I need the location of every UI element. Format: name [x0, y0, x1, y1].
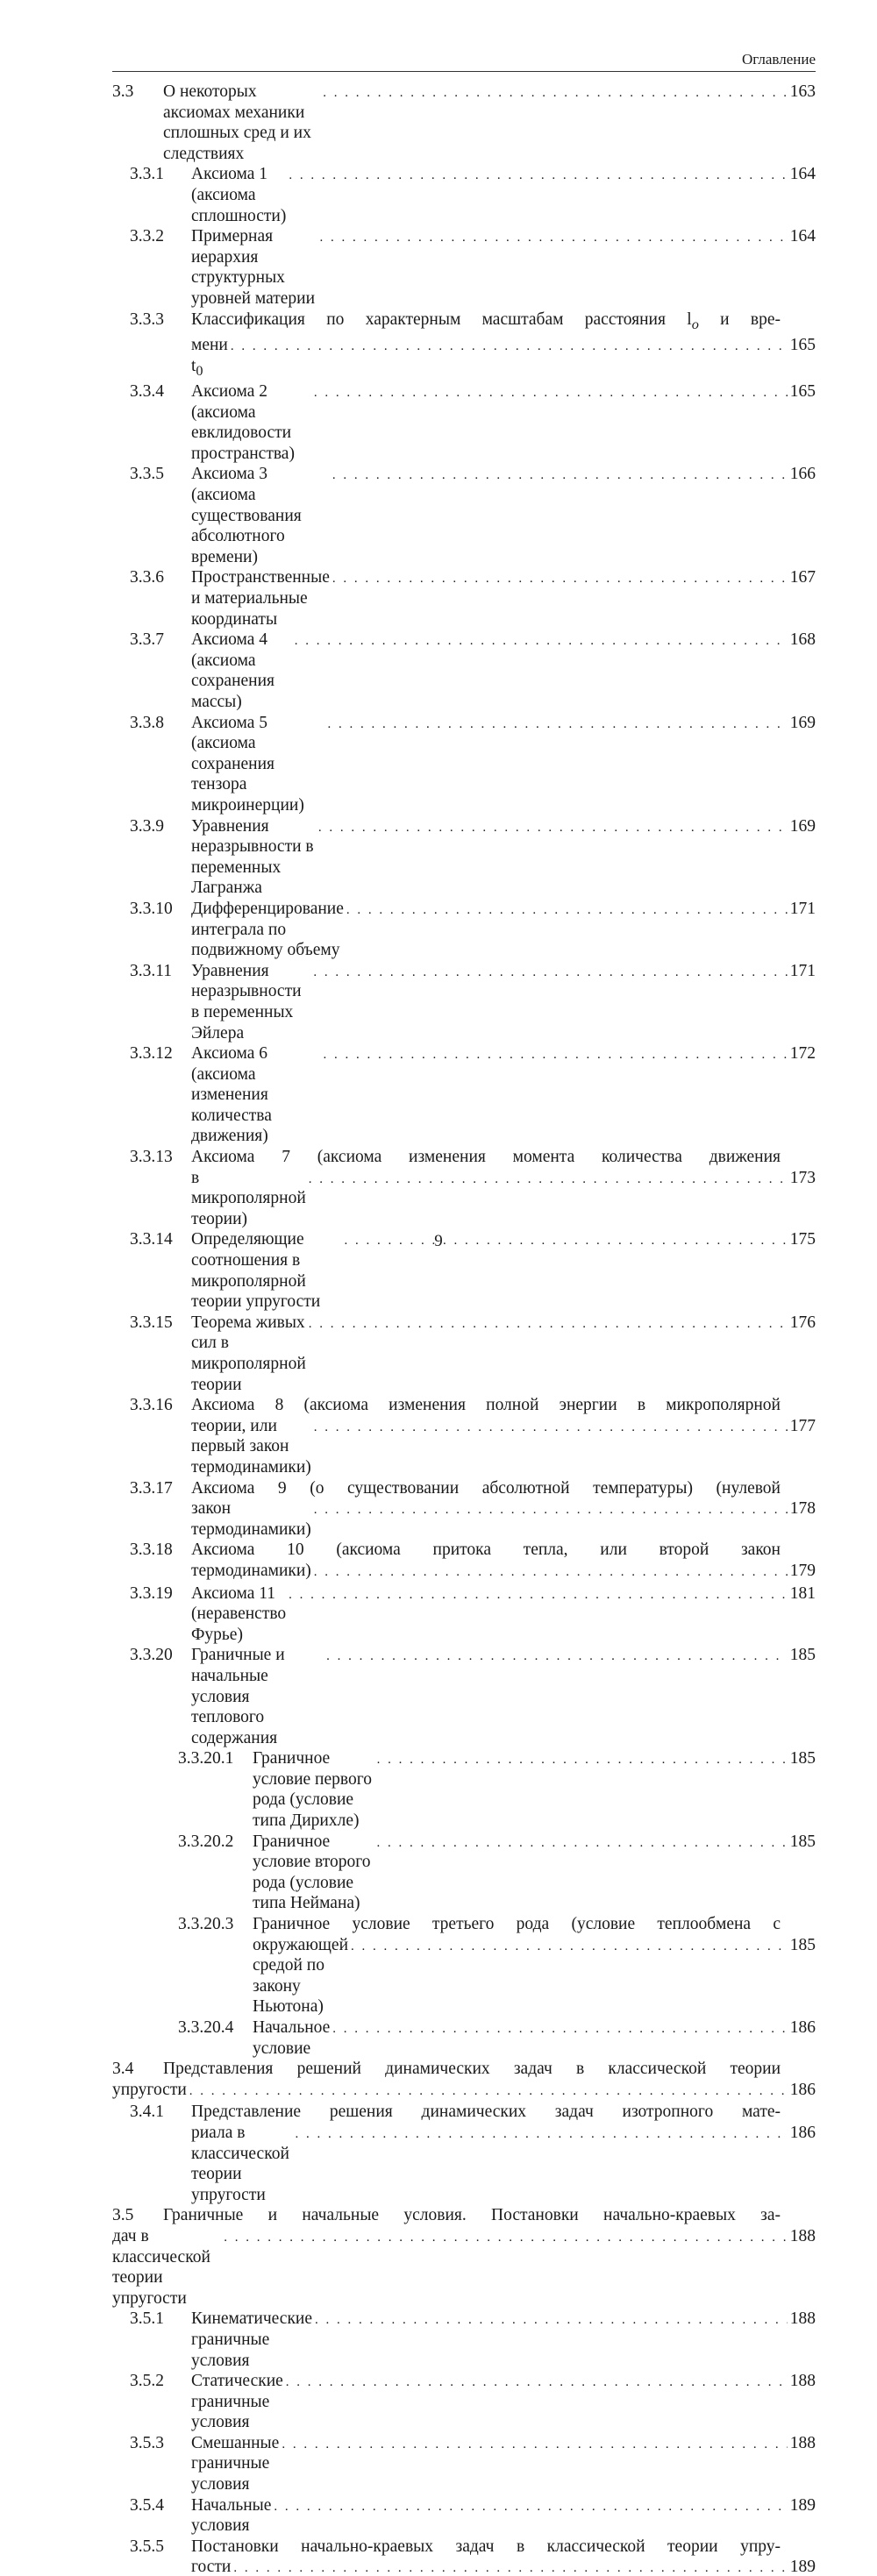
toc-entry-page: 188 [789, 2309, 816, 2329]
toc-entry-title: Аксиома 1 (аксиома сплошности) [191, 165, 287, 225]
toc-entry-line [130, 1645, 816, 1748]
toc-entry-page: 165 [789, 336, 816, 355]
toc-entry-page: 173 [789, 1168, 816, 1187]
toc-entry-title-tail: и вре- [698, 310, 781, 329]
toc-entry-line [130, 713, 816, 816]
toc-entry-title: Аксиома 11 (неравенство Фурье) [191, 1583, 287, 1644]
toc-entry-line [112, 2080, 816, 2103]
toc-entry-number: 3.5 [112, 2206, 134, 2225]
toc-entry-page: 178 [789, 1499, 816, 1519]
toc-entry-page: 186 [789, 2123, 816, 2142]
toc-entry-title: Статические граничные условия [191, 2372, 283, 2432]
toc-entry-page: 166 [789, 465, 816, 484]
toc-entry[interactable] [112, 1313, 816, 1395]
toc-entry[interactable] [112, 2059, 816, 2102]
toc-entry-line [112, 82, 816, 164]
toc-entry-page: 188 [789, 2433, 816, 2452]
toc-entry-title: Дифференцирование интеграла по подвижному объему [191, 899, 344, 960]
toc-entry[interactable] [112, 381, 816, 464]
toc-entry[interactable] [112, 1914, 816, 2017]
toc-entry-number: 3.3.2 [130, 227, 164, 246]
toc-entry-title: Граничное условие третьего рода (условие теплообмена с [253, 1915, 781, 1934]
toc-entry-number: 3.3.5 [130, 465, 164, 484]
toc-entry-page: 168 [789, 630, 816, 650]
toc-entry-number: 3.4 [112, 2060, 134, 2079]
toc-leader-dots [231, 337, 788, 358]
toc-entry-page: 176 [789, 1313, 816, 1332]
toc-entry-page: 186 [789, 2018, 816, 2037]
toc-entry-line [130, 1561, 816, 1583]
toc-entry-title: Граничные и начальные условия теплового содержания [191, 1646, 285, 1747]
toc-leader-dots [309, 1170, 788, 1191]
toc-entry-line [178, 2017, 816, 2059]
toc-entry[interactable] [112, 2537, 816, 2576]
toc-leader-dots [295, 2124, 787, 2145]
toc-entry-line [130, 567, 816, 630]
toc-entry-title: Аксиома 10 (аксиома притока тепла, или второй закон [191, 1541, 781, 1560]
toc-entry-number: 3.3.15 [130, 1313, 173, 1332]
toc-entry-title: Аксиома 3 (аксиома существования абсолютного времени) [191, 465, 302, 566]
toc-entry-number: 3.5.2 [130, 2372, 164, 2391]
toc-entry-title: Уравнения неразрывности в переменных Эйлера [191, 961, 302, 1042]
toc-entry-line [130, 464, 816, 567]
toc-entry-line [130, 2495, 816, 2537]
toc-entry-line [130, 1416, 816, 1478]
toc-entry-page: 188 [789, 2226, 816, 2245]
toc-leader-dots [323, 83, 788, 104]
running-header [112, 51, 816, 70]
toc-entry-title: Аксиома 6 (аксиома изменения количества движения) [191, 1044, 272, 1146]
toc-entry-title: Постановки начально-краевых задач в классической теории упру- [191, 2537, 781, 2556]
toc-entry-page: 189 [789, 2558, 816, 2576]
toc-entry-title: гости [191, 2558, 232, 2576]
toc-leader-dots [318, 818, 788, 839]
toc-entry-number: 3.3.8 [130, 713, 164, 732]
toc-entry-title: Начальное условие [253, 2018, 331, 2058]
toc-leader-dots [309, 1314, 788, 1335]
toc-leader-dots [289, 1585, 788, 1606]
toc-entry-number: 3.3.17 [130, 1478, 173, 1498]
table-of-contents [112, 82, 816, 2576]
toc-leader-dots [351, 1937, 788, 1958]
toc-entry-page: 185 [789, 1749, 816, 1768]
toc-entry-page: 163 [789, 82, 816, 101]
toc-entry-number: 3.3.9 [130, 816, 164, 836]
toc-entry-number: 3.3.19 [130, 1583, 173, 1603]
toc-entry-number: 3.3.6 [130, 568, 164, 587]
toc-entry-page: 164 [789, 227, 816, 246]
toc-entry-page: 165 [789, 382, 816, 402]
toc-entry-number: 3.3.20.1 [178, 1749, 234, 1768]
toc-entry[interactable] [112, 1147, 816, 1229]
toc-entry-line [112, 2226, 816, 2309]
toc-entry[interactable] [112, 1540, 816, 1583]
toc-entry[interactable] [112, 2309, 816, 2371]
toc-entry[interactable] [112, 164, 816, 226]
toc-entry-title: Граничное условие первого рода (условие типа Дирихле) [253, 1749, 372, 1831]
toc-entry[interactable] [112, 567, 816, 630]
toc-entry-line [130, 1478, 816, 1499]
toc-entry-line [112, 2205, 816, 2226]
toc-entry-line [178, 1914, 816, 1935]
toc-entry[interactable] [112, 713, 816, 816]
toc-leader-dots [314, 383, 788, 404]
toc-entry-title: Классификация по характерным масштабам расстояния $l_o$ и вре- [191, 310, 781, 332]
toc-entry-page: 185 [789, 1832, 816, 1851]
toc-leader-dots [289, 166, 787, 187]
toc-leader-dots [376, 1833, 787, 1854]
toc-entry-number: 3.3.4 [130, 382, 164, 402]
toc-entry[interactable] [112, 2371, 816, 2433]
toc-entry-page: 189 [789, 2495, 816, 2515]
toc-entry[interactable] [112, 464, 816, 567]
toc-entry-line [130, 1540, 816, 1561]
toc-entry-page: 169 [789, 713, 816, 732]
toc-entry-line [130, 2123, 816, 2205]
toc-leader-dots [319, 228, 787, 249]
toc-entry[interactable] [112, 2017, 816, 2059]
toc-leader-dots [189, 2081, 788, 2103]
toc-entry-title: закон термодинамики) [191, 1499, 311, 1539]
toc-entry-title: Аксиома 9 (о существовании абсолютной температуры) (нулевой [191, 1478, 781, 1498]
toc-entry-title: Начальные условия [191, 2495, 272, 2536]
toc-entry-title: Аксиома 7 (аксиома изменения момента количества движения [191, 1148, 781, 1167]
toc-entry-page: 171 [789, 899, 816, 918]
toc-entry-line [130, 1498, 816, 1540]
toc-entry-page: 172 [789, 1044, 816, 1064]
toc-entry-title: Кинематические граничные условия [191, 2309, 313, 2370]
toc-entry-line [130, 1395, 816, 1416]
toc-entry[interactable] [112, 1478, 816, 1541]
toc-entry-page: 169 [789, 816, 816, 836]
page-number: 9 [434, 1232, 443, 1250]
toc-entry-line [130, 2537, 816, 2558]
toc-entry-line [130, 381, 816, 464]
toc-entry[interactable] [112, 226, 816, 309]
toc-entry-number: 3.3.20.4 [178, 2018, 234, 2037]
toc-entry-page: 185 [789, 1646, 816, 1665]
toc-entry-line [130, 816, 816, 899]
toc-entry-title: упругости [112, 2080, 187, 2099]
toc-entry-title: Аксиома 5 (аксиома сохранения тензора микроинерции) [191, 713, 304, 815]
toc-entry-number: 3.5.4 [130, 2495, 164, 2515]
toc-entry-number: 3.3.11 [130, 961, 173, 980]
toc-entry-line [178, 1935, 816, 2017]
toc-entry-title: Уравнения неразрывности в переменных Лагранжа [191, 816, 314, 898]
toc-entry-line [130, 1583, 816, 1646]
toc-leader-dots [314, 1500, 788, 1521]
toc-leader-dots [327, 715, 787, 736]
toc-entry-number: 3.3.16 [130, 1396, 173, 1415]
toc-entry[interactable] [112, 2102, 816, 2205]
toc-entry[interactable] [112, 630, 816, 712]
toc-entry-title: в микрополярной теории) [191, 1168, 306, 1228]
toc-leader-dots [233, 2558, 787, 2576]
toc-leader-dots [286, 2373, 788, 2394]
toc-entry[interactable] [112, 1583, 816, 1646]
toc-entry-title: Аксиома 8 (аксиома изменения полной энергии в микрополярной [191, 1396, 781, 1415]
math-subscript-o: o [691, 316, 699, 332]
toc-entry-line [130, 164, 816, 226]
toc-entry-number: 3.3.18 [130, 1541, 173, 1560]
toc-entry-line [130, 961, 816, 1043]
toc-entry-line [130, 2557, 816, 2576]
toc-leader-dots [224, 2228, 788, 2249]
toc-entry[interactable] [112, 1395, 816, 1477]
toc-leader-dots [332, 2019, 787, 2040]
toc-entry[interactable] [112, 899, 816, 961]
toc-entry[interactable] [112, 2205, 816, 2309]
toc-entry[interactable] [112, 961, 816, 1043]
toc-entry-line [130, 630, 816, 712]
toc-leader-dots [313, 963, 787, 984]
toc-entry-page: 188 [789, 2372, 816, 2391]
toc-entry-number: 3.4.1 [130, 2103, 164, 2122]
toc-entry-line [130, 1313, 816, 1395]
toc-entry[interactable] [112, 310, 816, 382]
toc-entry-title: Представления решений динамических задач в классической теории [163, 2060, 781, 2079]
toc-entry-page: 181 [789, 1583, 816, 1603]
toc-entry-number: 3.3.3 [130, 310, 164, 329]
toc-entry-number: 3.3 [112, 82, 134, 101]
toc-entry-title: риала в классической теории упругости [191, 2123, 289, 2204]
toc-entry-page: 164 [789, 165, 816, 184]
header-title: Оглавление [742, 51, 816, 68]
toc-entry-page: 175 [789, 1230, 816, 1249]
toc-entry-page: 167 [789, 568, 816, 587]
toc-entry[interactable] [112, 1645, 816, 1748]
toc-entry[interactable] [112, 1832, 816, 1914]
toc-entry-number: 3.3.14 [130, 1230, 173, 1249]
toc-leader-dots [377, 1750, 788, 1771]
toc-leader-dots [314, 1562, 788, 1583]
math-subscript-0: 0 [196, 362, 203, 379]
toc-entry-line [130, 2309, 816, 2371]
toc-entry-line [130, 1147, 816, 1168]
toc-entry-line [130, 226, 816, 309]
toc-entry-line [130, 1168, 816, 1230]
toc-entry-title: Теорема живых сил в микрополярной теории [191, 1313, 306, 1394]
toc-entry-title: теории, или первый закон термодинамики) [191, 1416, 311, 1477]
toc-entry-page: 171 [789, 961, 816, 980]
toc-entry-title: Смешанные граничные условия [191, 2433, 280, 2494]
toc-entry-page: 177 [789, 1416, 816, 1435]
toc-leader-dots [332, 569, 788, 590]
toc-entry-line [130, 899, 816, 961]
toc-entry-title: окружающей средой по закону Ньютона) [253, 1935, 349, 2017]
toc-entry-title: Примерная иерархия структурных уровней материи [191, 227, 316, 308]
toc-leader-dots [274, 2497, 787, 2518]
toc-entry-line [130, 2102, 816, 2123]
toc-leader-dots [282, 2435, 787, 2456]
toc-entry-line [178, 1832, 816, 1914]
toc-entry-number: 3.3.13 [130, 1148, 173, 1167]
toc-leader-dots [295, 631, 788, 652]
toc-entry-title: О некоторых аксиомах механики сплошных сред и их следствиях [163, 82, 311, 163]
toc-entry-line [178, 1748, 816, 1831]
toc-entry-title: Аксиома 4 (аксиома сохранения массы) [191, 630, 275, 711]
toc-entry-number: 3.3.10 [130, 899, 173, 918]
toc-entry-page: 185 [789, 1935, 816, 1954]
toc-entry-number: 3.3.20.2 [178, 1832, 234, 1851]
toc-entry-line [130, 2433, 816, 2495]
toc-entry-number: 3.3.12 [130, 1044, 173, 1064]
toc-entry[interactable] [112, 1043, 816, 1147]
toc-entry-title: Граничное условие второго рода (условие типа Неймана) [253, 1832, 371, 1913]
toc-entry-number: 3.3.20 [130, 1646, 173, 1665]
toc-entry-line [130, 310, 816, 335]
toc-entry-number: 3.3.1 [130, 165, 164, 184]
toc-leader-dots [314, 1418, 788, 1439]
toc-entry-page: 179 [789, 1561, 816, 1580]
toc-entry-number: 3.5.5 [130, 2537, 164, 2556]
toc-leader-dots [326, 1647, 788, 1668]
header-rule [112, 71, 816, 72]
toc-entry-line [130, 2371, 816, 2433]
toc-entry[interactable] [112, 816, 816, 899]
toc-leader-dots [315, 2310, 788, 2331]
toc-entry[interactable] [112, 2433, 816, 2495]
toc-entry-title: мени $t_0$ [191, 336, 228, 379]
toc-entry[interactable] [112, 2495, 816, 2537]
toc-entry-title: Определяющие соотношения в микрополярной теории упругости [191, 1230, 321, 1312]
toc-entry[interactable] [112, 1748, 816, 1831]
toc-entry-title: Аксиома 2 (аксиома евклидовости пространства) [191, 382, 295, 463]
toc-entry[interactable] [112, 82, 816, 164]
toc-entry-title: Граничные и начальные условия. Постановки начально-краевых за- [163, 2206, 781, 2225]
toc-entry-title: дач в классической теории упругости [112, 2226, 210, 2308]
toc-entry-number: 3.5.3 [130, 2433, 164, 2452]
toc-entry-number: 3.5.1 [130, 2309, 164, 2329]
toc-entry-title: Пространственные и материальные координаты [191, 568, 330, 629]
toc-leader-dots [323, 1045, 787, 1066]
toc-entry-page: 186 [789, 2080, 816, 2099]
toc-entry-title: Представление решения динамических задач изотропного мате- [191, 2103, 781, 2122]
toc-entry-line [130, 1043, 816, 1147]
toc-entry-line [112, 2059, 816, 2080]
toc-entry-line [130, 335, 816, 381]
toc-entry-number: 3.3.20.3 [178, 1915, 234, 1934]
toc-leader-dots [332, 466, 788, 487]
toc-entry-title: термодинамики) [191, 1561, 311, 1580]
toc-entry-number: 3.3.7 [130, 630, 164, 650]
toc-leader-dots [346, 900, 788, 922]
